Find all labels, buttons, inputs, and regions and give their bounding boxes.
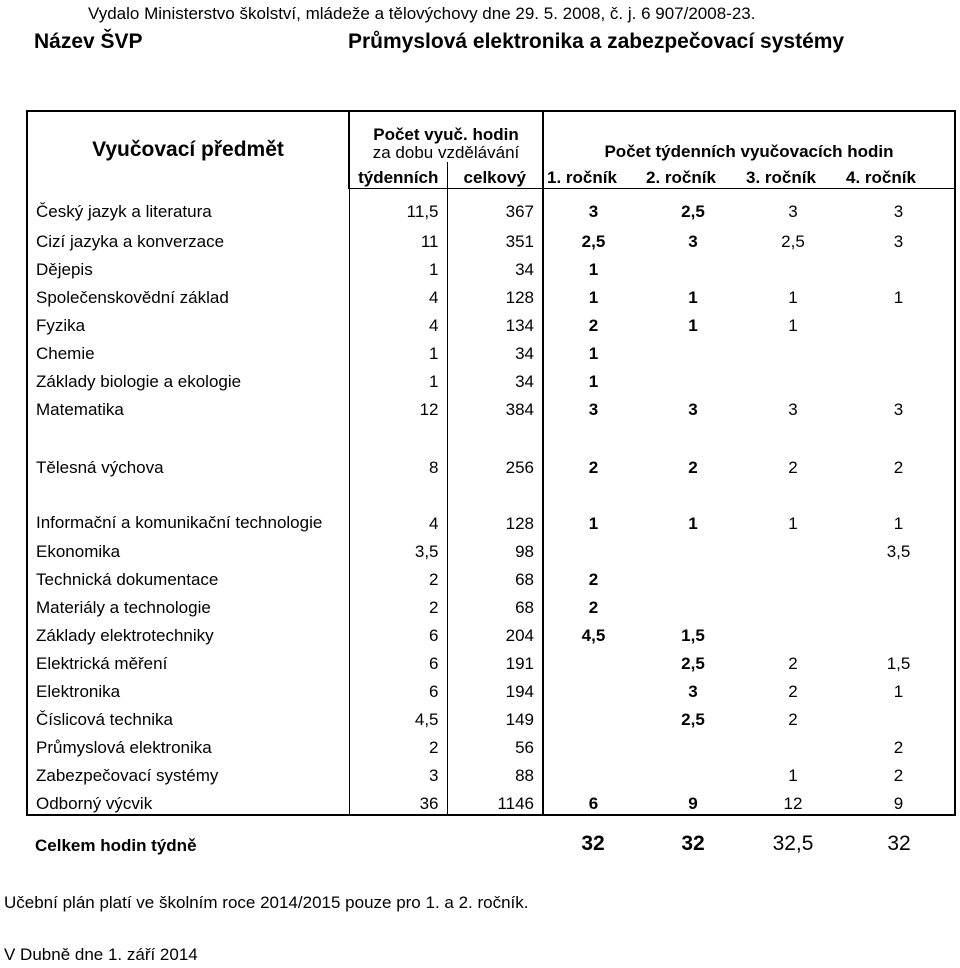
total-year-3: 32,5 bbox=[772, 832, 814, 855]
year-2-hours: 3 bbox=[688, 400, 698, 419]
table-row bbox=[27, 222, 955, 252]
year-3-hours bbox=[743, 364, 843, 392]
svp-label: Název ŠVP bbox=[34, 30, 143, 53]
table-row bbox=[27, 590, 955, 618]
year-3-hours: 3 bbox=[788, 400, 798, 419]
total-hours: 384 bbox=[447, 392, 543, 420]
table-header-row bbox=[27, 111, 955, 162]
table-row bbox=[27, 562, 955, 590]
weekly-hours: 4 bbox=[349, 280, 447, 308]
year-2-hours: 1,5 bbox=[681, 626, 705, 645]
subject-column-header: Vyučovací předmět bbox=[27, 111, 349, 189]
year-2-hours bbox=[643, 730, 743, 758]
weekly-hours: 1 bbox=[349, 364, 447, 392]
year-3-hours bbox=[743, 590, 843, 618]
year-4-hours: 3,5 bbox=[843, 534, 955, 562]
total-year-4: 32 bbox=[887, 832, 911, 855]
year-2-hours bbox=[643, 364, 743, 392]
weekly-hours: 8 bbox=[349, 420, 447, 478]
total-hours: 34 bbox=[447, 336, 543, 364]
subject-name: Číslicová technika bbox=[27, 702, 349, 730]
total-hours: 128 bbox=[447, 478, 543, 534]
year-1-hours: 4,5 bbox=[543, 618, 643, 646]
weekly-column-header: týdenních bbox=[349, 162, 447, 189]
total-hours: 1146 bbox=[447, 786, 543, 815]
year-2-hours bbox=[643, 336, 743, 364]
year-2-hours: 1 bbox=[688, 514, 698, 533]
year-2-hours bbox=[643, 758, 743, 786]
total-hours: 68 bbox=[447, 562, 543, 590]
table-row bbox=[27, 786, 955, 815]
year-3-hours: 3 bbox=[788, 202, 798, 221]
weekly-hours: 12 bbox=[349, 392, 447, 420]
year-4-hours bbox=[843, 336, 955, 364]
table-row bbox=[27, 420, 955, 478]
year-1-hours: 1 bbox=[543, 280, 643, 308]
year-4-hours bbox=[843, 364, 955, 392]
total-column-header: celkový bbox=[447, 162, 543, 189]
weekly-hours: 2 bbox=[349, 730, 447, 758]
total-hours: 134 bbox=[447, 308, 543, 336]
year-4-hours: 1 bbox=[843, 674, 955, 702]
year-4-hours: 2 bbox=[843, 730, 955, 758]
weekly-hours: 6 bbox=[349, 674, 447, 702]
weekly-hours: 1 bbox=[349, 336, 447, 364]
year-4-hours: 1 bbox=[843, 478, 955, 534]
year-1-header: 1. ročník bbox=[543, 162, 643, 189]
total-hours: 98 bbox=[447, 534, 543, 562]
total-hours: 128 bbox=[447, 280, 543, 308]
year-1-hours: 6 bbox=[543, 786, 643, 815]
subject-name: Matematika bbox=[27, 392, 349, 420]
table-row bbox=[27, 730, 955, 758]
weekly-hours: 2 bbox=[349, 590, 447, 618]
year-2-hours: 3 bbox=[688, 682, 698, 701]
year-3-hours bbox=[743, 534, 843, 562]
year-4-hours bbox=[843, 590, 955, 618]
year-3-hours: 2 bbox=[788, 458, 798, 477]
total-hours: 204 bbox=[447, 618, 543, 646]
year-3-hours bbox=[743, 336, 843, 364]
total-hours: 56 bbox=[447, 730, 543, 758]
table-row bbox=[27, 392, 955, 420]
year-4-hours: 3 bbox=[843, 189, 955, 223]
year-4-header: 4. ročník bbox=[843, 162, 955, 189]
total-row bbox=[27, 815, 955, 856]
weekly-hours: 3,5 bbox=[349, 534, 447, 562]
year-3-hours: 2 bbox=[788, 654, 798, 673]
weekly-hours: 4 bbox=[349, 308, 447, 336]
total-label: Celkem hodin týdně bbox=[35, 836, 197, 855]
year-1-hours: 1 bbox=[543, 364, 643, 392]
table-row bbox=[27, 478, 955, 534]
table-row bbox=[27, 702, 955, 730]
year-3-hours bbox=[743, 562, 843, 590]
subject-name: Tělesná výchova bbox=[27, 420, 349, 478]
year-3-hours: 1 bbox=[788, 514, 798, 533]
year-3-hours: 1 bbox=[788, 288, 798, 307]
subject-name: Elektrická měření bbox=[27, 646, 349, 674]
year-3-hours bbox=[743, 730, 843, 758]
total-hours: 351 bbox=[447, 222, 543, 252]
year-1-hours bbox=[543, 758, 643, 786]
subject-name: Základy biologie a ekologie bbox=[27, 364, 349, 392]
year-4-hours bbox=[843, 702, 955, 730]
weekly-hours: 11 bbox=[349, 222, 447, 252]
year-1-hours bbox=[543, 674, 643, 702]
year-4-hours bbox=[843, 562, 955, 590]
subject-name: Základy elektrotechniky bbox=[27, 618, 349, 646]
weekly-hours: 36 bbox=[349, 786, 447, 815]
year-3-hours: 12 bbox=[743, 786, 843, 815]
total-hours: 34 bbox=[447, 364, 543, 392]
year-1-hours: 2 bbox=[543, 590, 643, 618]
year-3-hours: 2 bbox=[788, 710, 798, 729]
year-3-hours: 2,5 bbox=[781, 232, 805, 251]
total-hours: 149 bbox=[447, 702, 543, 730]
year-1-hours: 1 bbox=[543, 336, 643, 364]
table-row bbox=[27, 336, 955, 364]
weekly-hours: 4 bbox=[349, 478, 447, 534]
year-4-hours: 3 bbox=[843, 392, 955, 420]
table-row bbox=[27, 674, 955, 702]
subject-name: Průmyslová elektronika bbox=[27, 730, 349, 758]
table-row bbox=[27, 308, 955, 336]
weekly-hours: 2 bbox=[349, 562, 447, 590]
total-hours: 191 bbox=[447, 646, 543, 674]
year-3-hours: 2 bbox=[788, 682, 798, 701]
subject-name: Technická dokumentace bbox=[27, 562, 349, 590]
table-row bbox=[27, 646, 955, 674]
subject-name: Společenskovědní základ bbox=[27, 280, 349, 308]
validity-note: Učební plán platí ve školním roce 2014/2015 pouze pro 1. a 2. ročník. bbox=[4, 893, 529, 912]
approval-line: Vydalo Ministerstvo školství, mládeže a tělovýchovy dne 29. 5. 2008, č. j. 6 907/2008-23. bbox=[88, 4, 756, 23]
subject-name: Cizí jazyka a konverzace bbox=[27, 222, 349, 252]
total-hours: 367 bbox=[447, 189, 543, 223]
year-4-hours: 9 bbox=[843, 786, 955, 815]
year-2-hours bbox=[643, 252, 743, 280]
year-1-hours: 2 bbox=[543, 308, 643, 336]
weekly-hours: 1 bbox=[349, 252, 447, 280]
total-hours-header-line1: Počet vyuč. hodin bbox=[373, 125, 519, 144]
year-1-hours: 3 bbox=[543, 189, 643, 223]
total-hours: 68 bbox=[447, 590, 543, 618]
year-3-hours bbox=[743, 618, 843, 646]
year-2-hours: 2,5 bbox=[681, 202, 705, 221]
year-4-hours bbox=[843, 618, 955, 646]
year-2-hours: 2,5 bbox=[681, 654, 705, 673]
table-row bbox=[27, 758, 955, 786]
subject-name: Dějepis bbox=[27, 252, 349, 280]
year-4-hours: 1,5 bbox=[843, 646, 955, 674]
year-4-hours bbox=[843, 308, 955, 336]
year-2-hours: 2 bbox=[688, 458, 698, 477]
subject-name: Český jazyk a literatura bbox=[27, 189, 349, 223]
year-4-hours: 1 bbox=[843, 280, 955, 308]
table-row bbox=[27, 618, 955, 646]
year-2-hours: 3 bbox=[688, 232, 698, 251]
subject-name: Zabezpečovací systémy bbox=[27, 758, 349, 786]
year-1-hours: 1 bbox=[543, 478, 643, 534]
year-4-hours: 2 bbox=[843, 758, 955, 786]
total-hours-header-line2: za dobu vzdělávání bbox=[372, 143, 520, 162]
year-2-hours: 1 bbox=[688, 288, 698, 307]
year-4-hours: 3 bbox=[843, 222, 955, 252]
year-1-hours bbox=[543, 702, 643, 730]
year-1-hours: 3 bbox=[543, 392, 643, 420]
year-3-hours bbox=[743, 252, 843, 280]
total-year-1: 32 bbox=[581, 832, 605, 855]
year-3-header: 3. ročník bbox=[743, 162, 843, 189]
year-3-hours: 1 bbox=[788, 316, 798, 335]
total-hours: 88 bbox=[447, 758, 543, 786]
weekly-hours: 11,5 bbox=[349, 189, 447, 223]
weekly-hours-header: Počet týdenních vyučovacích hodin bbox=[543, 111, 955, 162]
table-row bbox=[27, 280, 955, 308]
table-row bbox=[27, 534, 955, 562]
year-4-hours: 2 bbox=[843, 420, 955, 478]
subject-name: Ekonomika bbox=[27, 534, 349, 562]
year-2-hours bbox=[643, 562, 743, 590]
subject-name: Fyzika bbox=[27, 308, 349, 336]
year-4-hours bbox=[843, 252, 955, 280]
year-1-hours: 2 bbox=[543, 562, 643, 590]
table-row bbox=[27, 364, 955, 392]
year-2-hours: 1 bbox=[688, 316, 698, 335]
year-2-header: 2. ročník bbox=[643, 162, 743, 189]
subject-name: Informační a komunikační technologie bbox=[27, 478, 349, 534]
year-2-hours: 2,5 bbox=[681, 710, 705, 729]
curriculum-table bbox=[26, 110, 956, 856]
year-2-hours bbox=[643, 534, 743, 562]
total-year-2: 32 bbox=[681, 832, 705, 855]
subject-name: Materiály a technologie bbox=[27, 590, 349, 618]
year-1-hours: 1 bbox=[543, 252, 643, 280]
svp-name: Průmyslová elektronika a zabezpečovací systémy bbox=[348, 30, 845, 53]
total-hours: 194 bbox=[447, 674, 543, 702]
table-row bbox=[27, 252, 955, 280]
year-1-hours: 2 bbox=[543, 420, 643, 478]
subject-name: Odborný výcvik bbox=[27, 786, 349, 815]
weekly-hours: 4,5 bbox=[349, 702, 447, 730]
subject-name: Elektronika bbox=[27, 674, 349, 702]
year-1-hours bbox=[543, 534, 643, 562]
weekly-hours: 3 bbox=[349, 758, 447, 786]
year-3-hours: 1 bbox=[788, 766, 798, 785]
year-1-hours: 2,5 bbox=[543, 222, 643, 252]
year-1-hours bbox=[543, 730, 643, 758]
table-row bbox=[27, 189, 955, 223]
total-hours-header bbox=[349, 111, 543, 162]
subject-name: Chemie bbox=[27, 336, 349, 364]
total-hours: 256 bbox=[447, 420, 543, 478]
weekly-hours: 6 bbox=[349, 618, 447, 646]
weekly-hours: 6 bbox=[349, 646, 447, 674]
total-hours: 34 bbox=[447, 252, 543, 280]
place-and-date: V Dubně dne 1. září 2014 bbox=[4, 945, 198, 964]
year-2-hours bbox=[643, 590, 743, 618]
year-2-hours: 9 bbox=[643, 786, 743, 815]
year-1-hours bbox=[543, 646, 643, 674]
